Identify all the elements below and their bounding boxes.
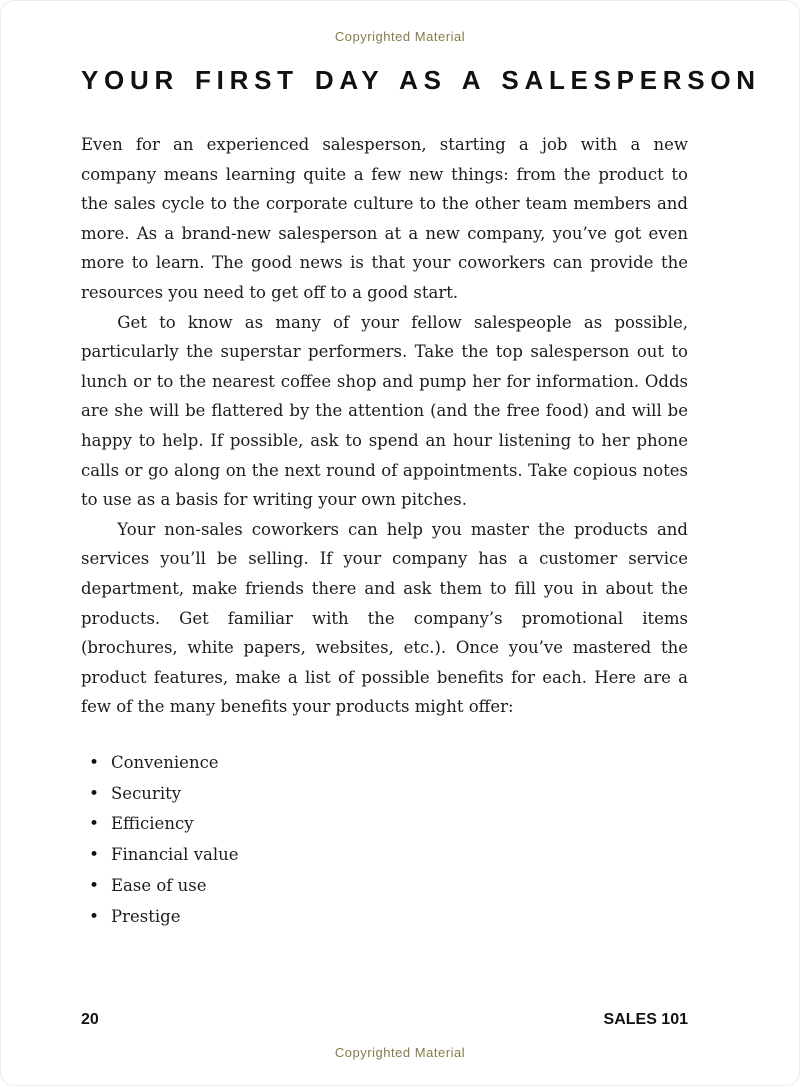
page-content xyxy=(81,65,761,933)
page-number: 20 xyxy=(81,1011,99,1028)
list-item xyxy=(89,809,688,840)
list-item xyxy=(89,902,688,933)
book-title: SALES 101 xyxy=(603,1011,688,1028)
bullet-label: Ease of use xyxy=(111,876,207,896)
bullet-label: Security xyxy=(111,783,182,803)
bullet-icon: • xyxy=(89,876,100,897)
bullet-label: Convenience xyxy=(111,752,219,772)
benefits-list xyxy=(81,748,688,933)
copyright-notice-bottom: Copyrighted Material xyxy=(334,1045,466,1060)
bullet-icon: • xyxy=(89,845,100,866)
body-text xyxy=(81,130,688,722)
page-footer xyxy=(81,1011,688,1029)
bullet-icon: • xyxy=(89,814,100,835)
list-item xyxy=(89,748,688,779)
copyright-notice-top: Copyrighted Material xyxy=(334,29,466,44)
list-item xyxy=(89,871,688,902)
bullet-icon: • xyxy=(89,783,100,804)
bullet-label: Efficiency xyxy=(111,814,194,834)
paragraph: Get to know as many of your fellow salespeople as possible, particularly the superstar performers. Take the top salesperson out to lunch or to the nearest coffee shop and pump her for information. Odds are she will be flattered by the attention (and the free food) and will be happy to help. If possible, ask to spend an hour listening to her phone calls or go along on the next round of appointments. Take copious notes to use as a basis for writing your own pitches. xyxy=(81,312,688,510)
list-item xyxy=(89,840,688,871)
bullet-label: Prestige xyxy=(111,906,181,926)
page-title: YOUR FIRST DAY AS A SALESPERSON xyxy=(81,65,761,95)
bullet-icon: • xyxy=(89,752,100,773)
bullet-label: Financial value xyxy=(111,845,239,865)
paragraph: Your non-sales coworkers can help you master the products and services you’ll be selling. If your company has a customer service department, make friends there and ask them to fill you in about the products. Get familiar with the company’s promotional items (brochures, white papers, websites, etc.). Once you’ve mastered the product features, make a list of possible benefits for each. Here are a few of the many benefits your products might offer: xyxy=(81,519,688,717)
list-item xyxy=(89,779,688,810)
bullet-icon: • xyxy=(89,906,100,927)
paragraph: Even for an experienced salesperson, starting a job with a new company means learning quite a few new things: from the product to the sales cycle to the corporate culture to the other team members and more. As a brand-new salesperson at a new company, you’ve got even more to learn. The good news is that your coworkers can provide the resources you need to get off to a good start. xyxy=(81,135,688,302)
